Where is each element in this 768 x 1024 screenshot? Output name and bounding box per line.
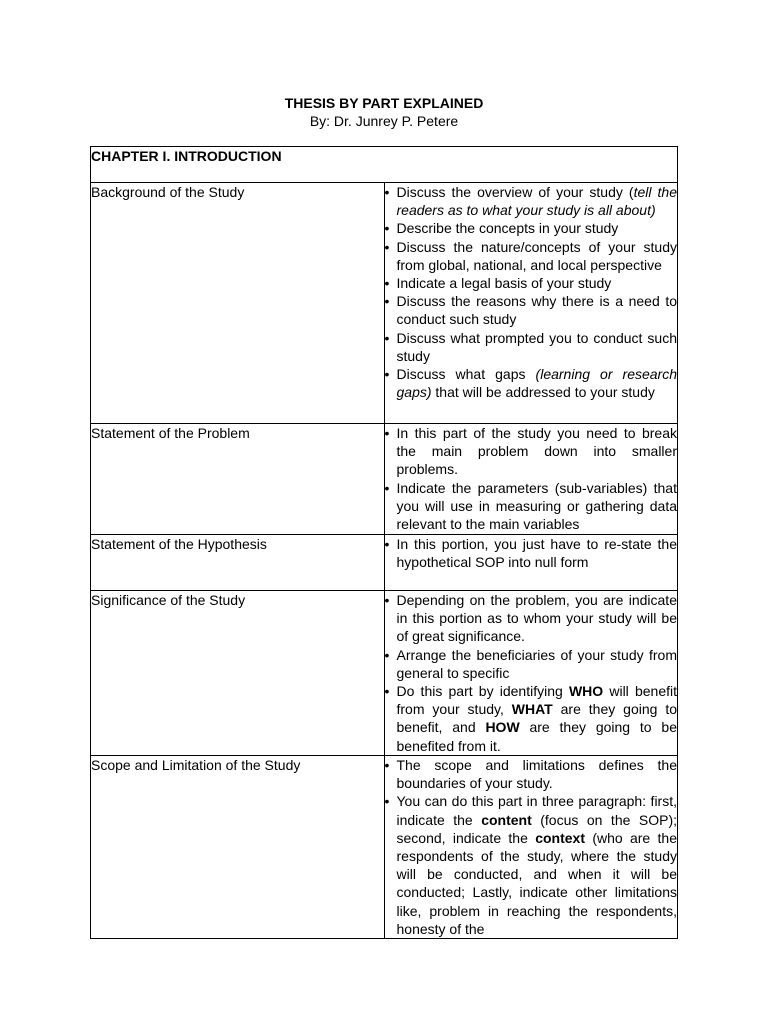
topic-cell: Significance of the Study xyxy=(91,591,385,756)
table-row xyxy=(91,183,678,424)
content-cell xyxy=(384,183,678,424)
bullet-item xyxy=(385,238,678,274)
bullet-text: In this portion, you just have to re-state the hypothetical SOP into null form xyxy=(396,536,677,571)
bullet-item xyxy=(385,792,678,938)
table-row xyxy=(91,535,678,591)
table-row xyxy=(91,756,678,939)
bullet-text: Discuss the overview of your study ( xyxy=(396,184,634,200)
bullet-text: You can do this part in three paragraph: first, indicate the xyxy=(396,793,677,828)
bullet-text: Describe the concepts in your study xyxy=(396,220,619,237)
table-row xyxy=(91,591,678,756)
bullet-text: Depending on the problem, you are indicate in this portion as to whom your study will be of great significance. xyxy=(396,592,677,645)
bullet-text: Indicate a legal basis of your study xyxy=(396,275,612,292)
bold-text: WHAT xyxy=(511,701,553,718)
bullet-text: Discuss what prompted you to conduct such study xyxy=(396,329,677,364)
topic-cell: Background of the Study xyxy=(91,183,385,424)
topic-cell: Statement of the Hypothesis xyxy=(91,535,385,591)
bullet-item xyxy=(385,535,678,571)
bullet-text: The scope and limitations defines the boundaries of your study. xyxy=(396,757,677,792)
bullet-text: Arrange the beneficiaries of your study from general to specific xyxy=(396,646,677,681)
bullet-text: (focus on the SOP); second, indicate the xyxy=(396,811,677,846)
content-cell xyxy=(384,424,678,535)
bullet-text: In this part of the study you need to break the main problem down into smaller problems. xyxy=(396,425,677,478)
bullet-list xyxy=(385,535,678,571)
bullet-item xyxy=(385,591,678,646)
topic-cell: Statement of the Problem xyxy=(91,424,385,535)
bullet-item xyxy=(385,292,678,328)
document-title: THESIS BY PART EXPLAINED xyxy=(284,95,484,111)
chapter-row xyxy=(91,147,678,183)
content-cell xyxy=(384,591,678,756)
bullet-list xyxy=(385,591,678,755)
bullet-text: are they going to be benefited from it. xyxy=(396,719,677,754)
italic-text: tell the readers as to what your study is all about) xyxy=(396,184,677,219)
content-cell xyxy=(384,535,678,591)
chapter-heading: CHAPTER I. INTRODUCTION xyxy=(91,147,678,183)
bullet-item xyxy=(385,682,678,755)
bold-text: WHO xyxy=(568,683,604,700)
bullet-text: Do this part by identifying xyxy=(396,683,569,700)
italic-text: (learning or research gaps) xyxy=(396,366,678,401)
bullet-text: Discuss the reasons why there is a need to conduct such study xyxy=(396,293,677,328)
bullet-text: (who are the respondents of the study, where the study will be conducted, and when it will be conducted; Lastly, indicate other limitations like, problem in reaching the respondents, honesty of the xyxy=(396,829,677,937)
bullet-list xyxy=(385,183,678,401)
bullet-item xyxy=(385,329,678,365)
bold-text: content xyxy=(481,811,532,828)
bullet-text: Indicate the parameters (sub-variables) that you will use in measuring or gathering data relevant to the main variables xyxy=(396,479,677,533)
topic-cell: Scope and Limitation of the Study xyxy=(91,756,385,939)
bullet-list xyxy=(385,756,678,938)
bullet-item xyxy=(385,365,678,401)
bullet-item xyxy=(385,219,678,237)
bullet-text: Discuss what gaps xyxy=(396,366,536,383)
bullet-text: that will be addressed to your study xyxy=(431,384,655,401)
document-author: By: Dr. Junrey P. Petere xyxy=(309,113,459,129)
bullet-item xyxy=(385,274,678,292)
bullet-item xyxy=(385,756,678,792)
bullet-list xyxy=(385,424,678,533)
bullet-item xyxy=(385,646,678,682)
bullet-text: Discuss the nature/concepts of your study from global, national, and local perspective xyxy=(396,238,677,273)
table-row xyxy=(91,424,678,535)
bullet-item xyxy=(385,183,678,219)
bold-text: HOW xyxy=(485,719,520,736)
bullet-item xyxy=(385,424,678,479)
bullet-text: will benefit from your study, xyxy=(396,683,677,718)
thesis-parts-table xyxy=(90,146,678,939)
bullet-text: are they going to benefit, and xyxy=(396,701,678,736)
bullet-item xyxy=(385,479,678,534)
bold-text: context xyxy=(535,829,585,846)
content-cell xyxy=(384,756,678,939)
